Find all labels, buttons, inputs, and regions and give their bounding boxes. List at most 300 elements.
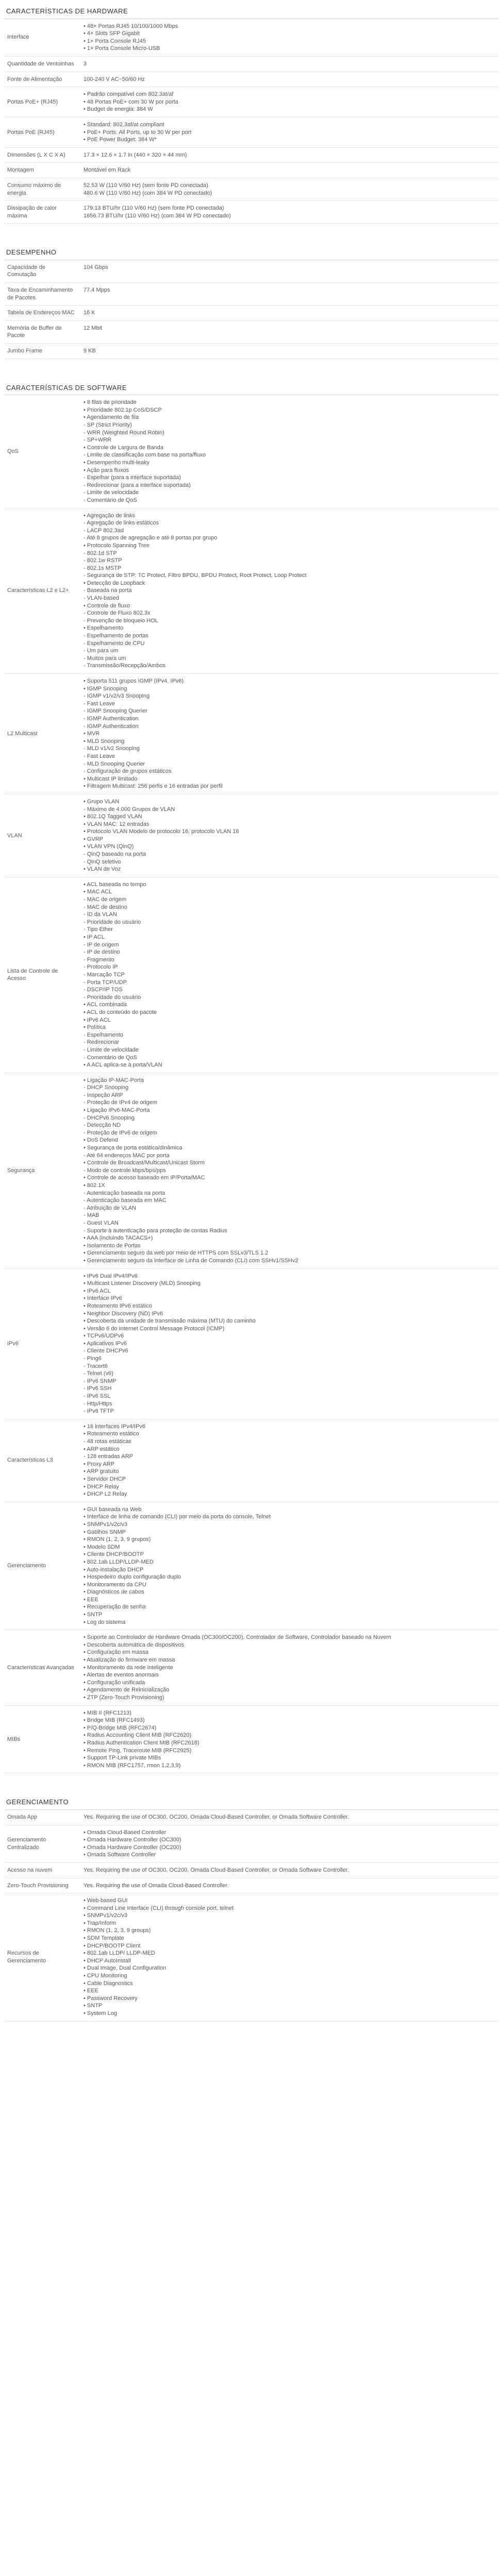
spec-value-line: - MLD v1/v2 Snooping bbox=[83, 745, 140, 752]
spec-row bbox=[4, 794, 499, 877]
spec-label: Características Avançadas bbox=[7, 1664, 75, 1671]
spec-value-line: 1656.73 BTU/hr (110 V/60 Hz) (com 384 W PD conectado) bbox=[83, 212, 231, 219]
spec-label: Consumo máximo de energia bbox=[7, 182, 61, 196]
spec-row bbox=[4, 1269, 499, 1419]
spec-label: Segurança bbox=[7, 1167, 35, 1174]
spec-value-line: • ACL combinada bbox=[83, 1002, 127, 1008]
spec-value-line: - IPv6 TFTP bbox=[83, 1408, 114, 1415]
section-title: CARACTERÍSTICAS DE HARDWARE bbox=[4, 6, 499, 19]
spec-value-line: - QinQ seletivo bbox=[83, 858, 121, 865]
spec-value-line: • EEE bbox=[83, 1988, 98, 1994]
spec-value-line: • DHCP/BOOTP Client bbox=[83, 1942, 141, 1949]
spec-value-line: Montável em Rack bbox=[83, 167, 131, 174]
spec-value bbox=[80, 1878, 499, 1893]
spec-label: Fonte de Alimentação bbox=[7, 76, 62, 82]
spec-label: Tabela de Endereços MAC bbox=[7, 310, 75, 316]
spec-value-line: - Fragmento bbox=[83, 956, 114, 963]
spec-value-line: - Detecção ND bbox=[83, 1122, 121, 1129]
spec-value-line: - Autenticação baseada em MAC bbox=[83, 1197, 166, 1204]
spec-value-line: • MAC ACL bbox=[83, 889, 112, 895]
spec-value-line: - Marcação TCP bbox=[83, 971, 125, 978]
spec-value-line: • Política bbox=[83, 1024, 106, 1031]
spec-value-line: • Auto-instalação DHCP bbox=[83, 1566, 144, 1573]
spec-value-line: • Modelo SDM bbox=[83, 1544, 120, 1550]
spec-value bbox=[80, 1502, 499, 1630]
spec-value-line: 104 Gbps bbox=[83, 264, 108, 270]
spec-value-line: • Recuperação de senha bbox=[83, 1604, 146, 1611]
spec-value-line: • 4× Slots SFP Gigabit bbox=[83, 30, 140, 37]
spec-value-line: • TCPv6/UDPv6 bbox=[83, 1333, 124, 1340]
spec-label: Lista de Controle de Acesso bbox=[7, 968, 58, 982]
spec-row bbox=[4, 321, 499, 344]
spec-label: Dissipação de calor máxima bbox=[7, 205, 57, 219]
spec-value-line: • Aplicativos IPv6 bbox=[83, 1340, 127, 1347]
spec-value-line: • Configuração em massa bbox=[83, 1649, 149, 1656]
spec-value-line: • IPv6 ACL bbox=[83, 1287, 111, 1294]
spec-value-line: - Tracert6 bbox=[83, 1363, 108, 1369]
spec-value-line: • Servidor DHCP bbox=[83, 1476, 126, 1482]
spec-value bbox=[80, 1269, 499, 1419]
spec-value-line: - Limite de velocidade bbox=[83, 489, 139, 496]
spec-value bbox=[80, 283, 499, 305]
spec-value-line: • 8 filas de prioridade bbox=[83, 399, 137, 406]
spec-row bbox=[4, 1893, 499, 2022]
spec-value bbox=[80, 1863, 499, 1878]
spec-label: VLAN bbox=[7, 832, 22, 839]
spec-value-line: • Cliente DHCP/BOOTP bbox=[83, 1551, 144, 1558]
spec-value-line: • Versão 6 do Internet Control Message Protocol (ICMP) bbox=[83, 1325, 225, 1332]
spec-label: Taxa de Encaminhamento de Pacotes bbox=[7, 287, 73, 301]
spec-value-line: - Tipo Ether bbox=[83, 926, 113, 933]
spec-value-line: • Gerenciamento seguro da interface de Linha de Comando (CLI) com SSHv1/SSHv2 bbox=[83, 1257, 298, 1264]
spec-value-line: - Porta TCP/UDP bbox=[83, 979, 127, 986]
spec-value-line: • Segurança de porta estática/dinâmica bbox=[83, 1145, 182, 1151]
spec-value-line: 3 bbox=[83, 60, 87, 67]
spec-value-line: • GVRP bbox=[83, 836, 104, 842]
spec-value-line: • Hospedeiro duplo configuração duplo bbox=[83, 1574, 181, 1581]
spec-value-line: - Http/Https bbox=[83, 1400, 112, 1407]
spec-value-line: • Radius Accounting Client MIB (RFC2620) bbox=[83, 1732, 192, 1739]
spec-row bbox=[4, 1825, 499, 1863]
spec-value-line: - Proteção de IPv6 de origem bbox=[83, 1129, 158, 1136]
spec-value-line: - MLD Snooping Querier bbox=[83, 760, 145, 767]
spec-value-line: • Isolamento de Portas bbox=[83, 1242, 141, 1249]
section-title: DESEMPENHO bbox=[4, 247, 499, 260]
spec-value-line: • IP ACL bbox=[83, 934, 105, 940]
spec-value-line: • ARP estático bbox=[83, 1446, 120, 1452]
spec-value-line: - 802.1s MSTP bbox=[83, 565, 122, 571]
spec-value-line: • Ação para fluxos bbox=[83, 467, 129, 473]
spec-row bbox=[4, 19, 499, 57]
spec-value-line: • Agendamento de Reinicialização bbox=[83, 1687, 170, 1693]
spec-value-line: - Segurança de STP: TC Protect, Filtro BPDU, BPDU Protect, Root Protect, Loop Protect bbox=[83, 572, 307, 579]
spec-value-line: • 802.1Q Tagged VLAN bbox=[83, 814, 142, 820]
spec-value-line: • A ACL aplica-se à porta/VLAN bbox=[83, 1062, 162, 1069]
spec-value-line: - Fast Leave bbox=[83, 700, 115, 707]
spec-value-line: - Até 64 endereços MAC por porta bbox=[83, 1152, 170, 1159]
spec-value-line: • SNMPv1/v2c/v3 bbox=[83, 1521, 128, 1528]
spec-label: Montagem bbox=[7, 167, 34, 174]
spec-value-line: • CPU Monitoring bbox=[83, 1973, 127, 1979]
spec-value-line: • SNMPv1/v2c/v3 bbox=[83, 1912, 128, 1919]
spec-value-line: • GUI baseada na Web bbox=[83, 1506, 142, 1513]
spec-label: Memória de Buffer de Pacote bbox=[7, 325, 62, 339]
spec-value-line: - 802.1d STP bbox=[83, 550, 117, 556]
spec-value-line: - Comentário de QoS bbox=[83, 497, 137, 503]
spec-value-line: • 802.1ab LLDP/ LLDP-MED bbox=[83, 1950, 155, 1957]
spec-value-line: Yes. Requiring the use of OC300, OC200, Omada Cloud-Based Controller, or Omada Software Controller. bbox=[83, 1814, 349, 1820]
spec-value-line: - Atribuição de VLAN bbox=[83, 1205, 137, 1211]
spec-value-line: • Controle de Broadcast/Multicast/Unicast Storm bbox=[83, 1160, 205, 1166]
spec-value-line: • Filtragem Multicast: 256 perfis e 16 entradas por perfil bbox=[83, 783, 223, 790]
section-title: CARACTERÍSTICAS DE SOFTWARE bbox=[4, 383, 499, 396]
spec-value-line: 12 Mbit bbox=[83, 325, 103, 331]
spec-value-line: - Inspeção ARP bbox=[83, 1092, 123, 1098]
spec-row bbox=[4, 178, 499, 201]
spec-value-line: - Telnet (v6) bbox=[83, 1370, 113, 1377]
spec-value-line: • Roteamento IPv6 estático bbox=[83, 1302, 152, 1309]
spec-row bbox=[4, 72, 499, 88]
spec-value-line: • Support TP-Link private MIBs bbox=[83, 1755, 161, 1761]
spec-value-line: • SNTP bbox=[83, 1612, 103, 1618]
spec-value-line: • IPv6 Dual IPv4/IPv6 bbox=[83, 1273, 138, 1279]
spec-label: MIBs bbox=[7, 1736, 21, 1742]
spec-value-line: • Neighbor Discovery (ND) IPv6 bbox=[83, 1310, 163, 1317]
spec-value-line: • 48× Portas RJ45 10/100/1000 Mbps bbox=[83, 23, 178, 29]
spec-label: Quantidade de Ventoinhas bbox=[7, 60, 74, 67]
spec-value-line: - Modo de controle kbps/bps/pps bbox=[83, 1167, 166, 1174]
spec-label: QoS bbox=[7, 448, 19, 455]
spec-value-line: • RMON (1, 2, 3, 9 groups) bbox=[83, 1927, 151, 1934]
spec-value-line: • Controle de acesso baseado em IP/Porta/MAC bbox=[83, 1175, 205, 1181]
spec-value-line: • Controle de fluxo bbox=[83, 602, 130, 609]
spec-value bbox=[80, 57, 499, 72]
spec-value-line: • Gatilhos SNMP bbox=[83, 1529, 126, 1535]
spec-value-line: • Budget de energia: 384 W bbox=[83, 106, 153, 113]
spec-value-line: • 802.1X bbox=[83, 1182, 105, 1189]
spec-value-line: - Espelhamento bbox=[83, 1031, 124, 1038]
spec-value-line: - Prioridade do usuário bbox=[83, 919, 141, 925]
spec-value-line: - Máximo de 4.000 Grupos de VLAN bbox=[83, 806, 175, 812]
spec-row bbox=[4, 1863, 499, 1878]
spec-value-line: • EEE bbox=[83, 1596, 98, 1603]
spec-value-line: • Prioridade 802.1p CoS/DSCP bbox=[83, 406, 162, 413]
spec-value-line: • 1× Porta Console RJ45 bbox=[83, 38, 146, 44]
spec-value-line: • PoE+ Ports: All Ports, up to 30 W per port bbox=[83, 129, 192, 135]
spec-value bbox=[80, 201, 499, 223]
spec-value-line: - SP+WRR bbox=[83, 437, 112, 444]
spec-value-line: • Configuração unificada bbox=[83, 1679, 145, 1686]
spec-value-line: - DHCPv6 Snooping bbox=[83, 1114, 135, 1121]
spec-value-line: • SNTP bbox=[83, 2003, 103, 2009]
spec-value-line: • 48 Portas PoE+ com 30 W por porta bbox=[83, 98, 178, 105]
spec-label: Recursos de Gerenciamento bbox=[7, 1950, 46, 1964]
spec-value-line: 52.53 W (110 V/60 Hz) (sem fonte PD conectada) bbox=[83, 182, 208, 189]
spec-value-line: - IGMP v1/v2/v3 Snooping bbox=[83, 693, 150, 700]
spec-value-line: - WRR (Weighted Round Robin) bbox=[83, 429, 164, 436]
spec-value-line: - DSCP/IP TOS bbox=[83, 987, 123, 993]
spec-value-line: • 16 interfaces IPv4/IPv6 bbox=[83, 1423, 146, 1430]
spec-label: IPv6 bbox=[7, 1340, 19, 1347]
spec-value-line: 77.4 Mpps bbox=[83, 287, 110, 294]
spec-row bbox=[4, 57, 499, 72]
spec-value-line: - Um para um bbox=[83, 648, 119, 654]
spec-value-line: • DHCP AutoInstall bbox=[83, 1957, 131, 1964]
spec-value-line: • AAA (incluindo TACACS+) bbox=[83, 1235, 153, 1242]
spec-value bbox=[80, 877, 499, 1073]
spec-value-line: - Ping6 bbox=[83, 1355, 102, 1362]
spec-value-line: • MVR bbox=[83, 731, 100, 737]
spec-value-line: • 802.1ab LLDP/LLDP-MED bbox=[83, 1558, 154, 1565]
spec-value bbox=[80, 19, 499, 56]
spec-value-line: • VLAN VPN (QinQ) bbox=[83, 843, 134, 850]
spec-value-line: • Trap/Inform bbox=[83, 1920, 116, 1926]
spec-value-line: • Interface IPv6 bbox=[83, 1295, 122, 1302]
spec-row bbox=[4, 509, 499, 674]
spec-value-line: • Bridge MIB (RFC1493) bbox=[83, 1717, 145, 1724]
spec-value bbox=[80, 1810, 499, 1825]
spec-value-line: - 128 entradas ARP bbox=[83, 1453, 133, 1460]
spec-value-line: - Guest VLAN bbox=[83, 1219, 119, 1226]
spec-value bbox=[80, 148, 499, 163]
spec-value-line: 16 K bbox=[83, 310, 95, 316]
spec-value-line: • Agregação de links bbox=[83, 512, 135, 519]
spec-value-line: • Suporta 511 grupos IGMP (IPv4, IPv6) bbox=[83, 678, 184, 684]
spec-value-line: Yes. Requiring the use of OC300, OC200, Omada Cloud-Based Controller, or Omada Software Controller. bbox=[83, 1867, 349, 1873]
spec-value-line: • RMON (1, 2, 3, 9 grupos) bbox=[83, 1536, 151, 1543]
spec-value-line: • Desempenho multi-leaky bbox=[83, 459, 149, 466]
spec-value-line: • Alertas de eventos anormais bbox=[83, 1672, 159, 1679]
spec-row bbox=[4, 877, 499, 1073]
spec-value-line: • Monitoramento da CPU bbox=[83, 1581, 146, 1588]
spec-row bbox=[4, 306, 499, 321]
spec-value-line: • Roteamento estático bbox=[83, 1431, 139, 1437]
spec-value-line: • Grupo VLAN bbox=[83, 798, 120, 805]
spec-label: Capacidade de Comutação bbox=[7, 264, 46, 278]
spec-value-line: - Cliente DHCPv6 bbox=[83, 1348, 128, 1354]
spec-value-line: - Configuração de grupos estáticos bbox=[83, 768, 172, 775]
spec-value-line: - LACP 802.3ad bbox=[83, 527, 124, 534]
spec-value-line: • Espelhamento bbox=[83, 625, 124, 632]
spec-value bbox=[80, 117, 499, 147]
spec-value-line: • Ligação IPv6-MAC-Porta bbox=[83, 1107, 150, 1114]
spec-value-line: - Até 8 grupos de agregação e até 8 portas por grupo bbox=[83, 535, 217, 541]
spec-label: L2 Multicast bbox=[7, 731, 38, 737]
spec-value-line: 480.6 W (110 V/60 Hz) (com 384 W PD conectado) bbox=[83, 190, 212, 196]
spec-value-line: • Ligação IP-MAC-Porta bbox=[83, 1077, 144, 1083]
spec-value-line: - Prevenção de bloqueio HOL bbox=[83, 617, 158, 624]
spec-value-line: - Transmissão/Recepção/Ambos bbox=[83, 663, 165, 669]
spec-value-line: - Muitos para um bbox=[83, 655, 126, 662]
spec-value-line: • Cable Diagnostics bbox=[83, 1980, 133, 1987]
spec-value-line: - Espelhar (para a interface suportada) bbox=[83, 474, 181, 481]
spec-value-line: • Dual Image, Dual Configuration bbox=[83, 1965, 166, 1972]
spec-value-line: - DHCP Snooping bbox=[83, 1084, 129, 1091]
spec-row bbox=[4, 260, 499, 283]
spec-section bbox=[4, 1797, 499, 2021]
spec-row bbox=[4, 395, 499, 508]
spec-value bbox=[80, 674, 499, 794]
spec-value-line: • RMON MIB (RFC1757, rmon 1,2,3,9) bbox=[83, 1762, 181, 1769]
spec-value bbox=[80, 1073, 499, 1268]
spec-value-line: • MIB II (RFC1213) bbox=[83, 1709, 132, 1716]
spec-row bbox=[4, 1706, 499, 1774]
spec-value bbox=[80, 1419, 499, 1502]
spec-value-line: 179.13 BTU/hr (110 V/60 Hz) (sem fonte PD conectada) bbox=[83, 205, 224, 212]
spec-value-line: • P/Q-Bridge MIB (RFC2674) bbox=[83, 1724, 157, 1731]
spec-value-line: • Protocolo VLAN Modelo de protocolo 16, protocolo VLAN 16 bbox=[83, 828, 239, 835]
spec-value-line: • ARP gratuito bbox=[83, 1468, 119, 1475]
spec-value-line: 9 KB bbox=[83, 348, 96, 354]
spec-value bbox=[80, 1893, 499, 2021]
spec-value-line: - IGMP Authentication bbox=[83, 715, 139, 722]
spec-value-line: • ACL baseada no tempo bbox=[83, 881, 146, 888]
spec-value-line: • ZTP (Zero-Touch Provisioning) bbox=[83, 1694, 164, 1701]
spec-value-line: • ACL do conteúdo do pacote bbox=[83, 1009, 157, 1015]
spec-value-line: - Limite de classificação com base na porta/fluxo bbox=[83, 452, 206, 459]
section-spacer bbox=[4, 368, 499, 383]
spec-value-line: - Espelhamento de portas bbox=[83, 633, 148, 639]
spec-value-line: • System Log bbox=[83, 2010, 117, 2016]
spec-value-line: • DoS Defend bbox=[83, 1137, 118, 1144]
spec-row bbox=[4, 1630, 499, 1705]
spec-value bbox=[80, 509, 499, 673]
spec-value-line: • VLAN de Voz bbox=[83, 866, 121, 873]
spec-label: Portas PoE+ (RJ45) bbox=[7, 98, 58, 105]
spec-row bbox=[4, 87, 499, 117]
spec-value-line: Yes. Requiring the use of Omada Cloud-Based Controller. bbox=[83, 1882, 229, 1889]
spec-value-line: - ID da VLAN bbox=[83, 911, 117, 918]
spec-label: Acesso na nuvem bbox=[7, 1867, 53, 1873]
spec-row bbox=[4, 201, 499, 224]
spec-value-line: • Multicast IP limitado bbox=[83, 775, 138, 782]
spec-row bbox=[4, 163, 499, 178]
spec-value-line: • Agendamento de fila bbox=[83, 414, 139, 421]
spec-value-line: • Remote Ping, Traceroute MIB (RFC2925) bbox=[83, 1747, 192, 1754]
spec-value-line: • Radius Authentication Client MIB (RFC2618) bbox=[83, 1739, 199, 1746]
spec-value-line: • Web-based GUI bbox=[83, 1897, 128, 1904]
spec-row bbox=[4, 117, 499, 148]
spec-value-line: - Redirecionar bbox=[83, 1039, 120, 1046]
spec-value-line: - IPv6 SSL bbox=[83, 1393, 111, 1400]
spec-value-line: • Multicast Listener Discovery (MLD) Snooping bbox=[83, 1280, 200, 1287]
spec-value-line: - MAC de origem bbox=[83, 896, 127, 903]
spec-row bbox=[4, 344, 499, 359]
spec-value-line: - MAB bbox=[83, 1212, 99, 1219]
spec-section bbox=[4, 247, 499, 359]
spec-value-line: - IPv6 SNMP bbox=[83, 1378, 116, 1384]
spec-value-line: - Baseada na porta bbox=[83, 587, 132, 594]
spec-value-line: • Omada Hardware Controller (OC200) bbox=[83, 1844, 181, 1851]
spec-value-line: - IGMP Authentication bbox=[83, 723, 139, 730]
spec-value-line: • Diagnósticos de cabos bbox=[83, 1589, 144, 1596]
spec-value-line: - 802.1w RSTP bbox=[83, 557, 122, 564]
spec-row bbox=[4, 283, 499, 306]
spec-value-line: - Autenticação baseada na porta bbox=[83, 1190, 165, 1196]
spec-value-line: • Padrão compatível com 802.3at/af bbox=[83, 91, 174, 98]
spec-value bbox=[80, 395, 499, 507]
spec-value-line: • Detecção de Loopback bbox=[83, 580, 145, 586]
spec-value bbox=[80, 1825, 499, 1862]
spec-value-line: • 1× Porta Console Micro-USB bbox=[83, 45, 160, 52]
spec-value-line: • Omada Hardware Controller (OC300) bbox=[83, 1837, 181, 1843]
spec-value-line: - SP (Strict Priority) bbox=[83, 422, 132, 428]
spec-value-line: • IPv6 ACL bbox=[83, 1016, 111, 1023]
spec-section bbox=[4, 383, 499, 1774]
spec-value-line: • DHCP Relay bbox=[83, 1483, 120, 1490]
spec-label: Gerenciamento bbox=[7, 1563, 46, 1569]
spec-value-line: • Proxy ARP bbox=[83, 1461, 115, 1467]
spec-value-line: - QinQ baseado na porta bbox=[83, 851, 146, 858]
spec-value bbox=[80, 321, 499, 343]
spec-value-line: - Agregação de links estáticos bbox=[83, 520, 159, 527]
spec-value bbox=[80, 163, 499, 178]
spec-label: Zero-Touch Provisioning bbox=[7, 1882, 69, 1889]
spec-value bbox=[80, 1630, 499, 1705]
spec-value-line: - VLAN-based bbox=[83, 595, 120, 602]
spec-label: Jumbo Frame bbox=[7, 348, 42, 354]
spec-label: Características L2 e L2+ bbox=[7, 587, 69, 594]
spec-value-line: - Comentário de QoS bbox=[83, 1054, 137, 1061]
spec-value bbox=[80, 87, 499, 117]
spec-value-line: • Descoberta automática de dispositivos bbox=[83, 1641, 185, 1648]
spec-value-line: 17.3 × 12.6 × 1.7 in (440 × 320 × 44 mm) bbox=[83, 151, 187, 158]
spec-value-line: • VLAN MAC: 12 entradas bbox=[83, 821, 149, 827]
spec-value bbox=[80, 1706, 499, 1773]
spec-value-line: • Gerenciamento seguro da web por meio de HTTPS com SSLv3/TLS 1.2 bbox=[83, 1250, 269, 1257]
spec-value-line: - IGMP Snooping Querier bbox=[83, 708, 147, 715]
spec-value-line: - IP de destino bbox=[83, 949, 120, 956]
spec-value-line: - Suporte à autenticação para proteção de contas Radius bbox=[83, 1227, 227, 1234]
spec-value-line: - Proteção de IPv4 de origem bbox=[83, 1099, 158, 1106]
spec-value-line: • PoE Power Budget: 384 W* bbox=[83, 137, 157, 143]
spec-value-line: • Suporte ao Controlador de Hardware Omada (OC300/OC200), Controlador de Software, Controlador baseado na Nuvem bbox=[83, 1634, 391, 1641]
spec-value-line: 100-240 V AC~50/60 Hz bbox=[83, 76, 145, 82]
section-spacer bbox=[4, 1783, 499, 1797]
spec-value-line: • Password Recovery bbox=[83, 1995, 138, 2002]
spec-value-line: - Redirecionar (para a interface suportada) bbox=[83, 482, 191, 488]
spec-value-line: • Descoberta da unidade de transmissão máxima (MTU) do caminho bbox=[83, 1318, 256, 1325]
spec-value-line: - Prioridade do usuário bbox=[83, 994, 141, 1001]
spec-value-line: - Fast Leave bbox=[83, 753, 115, 759]
spec-value-line: - Limite de velocidade bbox=[83, 1046, 139, 1053]
spec-value bbox=[80, 794, 499, 877]
spec-section bbox=[4, 6, 499, 224]
spec-value bbox=[80, 344, 499, 359]
spec-value-line: • IGMP Snooping bbox=[83, 685, 127, 692]
spec-value-line: • MLD Snooping bbox=[83, 738, 125, 744]
spec-value-line: • Standard: 802.3af/at compliant bbox=[83, 121, 164, 128]
spec-row bbox=[4, 1810, 499, 1825]
spec-value-line: • Interface de linha de comando (CLI) por meio da porta do console, Telnet bbox=[83, 1514, 271, 1520]
spec-value-line: • Controle de Largura de Banda bbox=[83, 444, 163, 451]
spec-value-line: - Controle de Fluxo 802.3x bbox=[83, 610, 150, 617]
spec-value-line: • Protocolo Spanning Tree bbox=[83, 542, 149, 549]
spec-label: Características L3 bbox=[7, 1457, 53, 1464]
spec-value-line: • Omada Cloud-Based Controller bbox=[83, 1829, 166, 1836]
spec-value-line: - Espelhamento de CPU bbox=[83, 640, 145, 647]
spec-value-line: • SDM Template bbox=[83, 1935, 124, 1942]
spec-value-line: • DHCP L2 Relay bbox=[83, 1491, 127, 1498]
spec-row bbox=[4, 148, 499, 163]
spec-value-line: - IP de origem bbox=[83, 941, 119, 948]
spec-row bbox=[4, 1502, 499, 1631]
spec-value-line: - IPv6 SSH bbox=[83, 1385, 112, 1392]
spec-label: Omada App bbox=[7, 1814, 38, 1820]
spec-label: Portas PoE (RJ45) bbox=[7, 129, 55, 135]
spec-value-line: • Log do sistema bbox=[83, 1619, 126, 1625]
spec-label: Dimensões (L X C X A) bbox=[7, 151, 65, 158]
